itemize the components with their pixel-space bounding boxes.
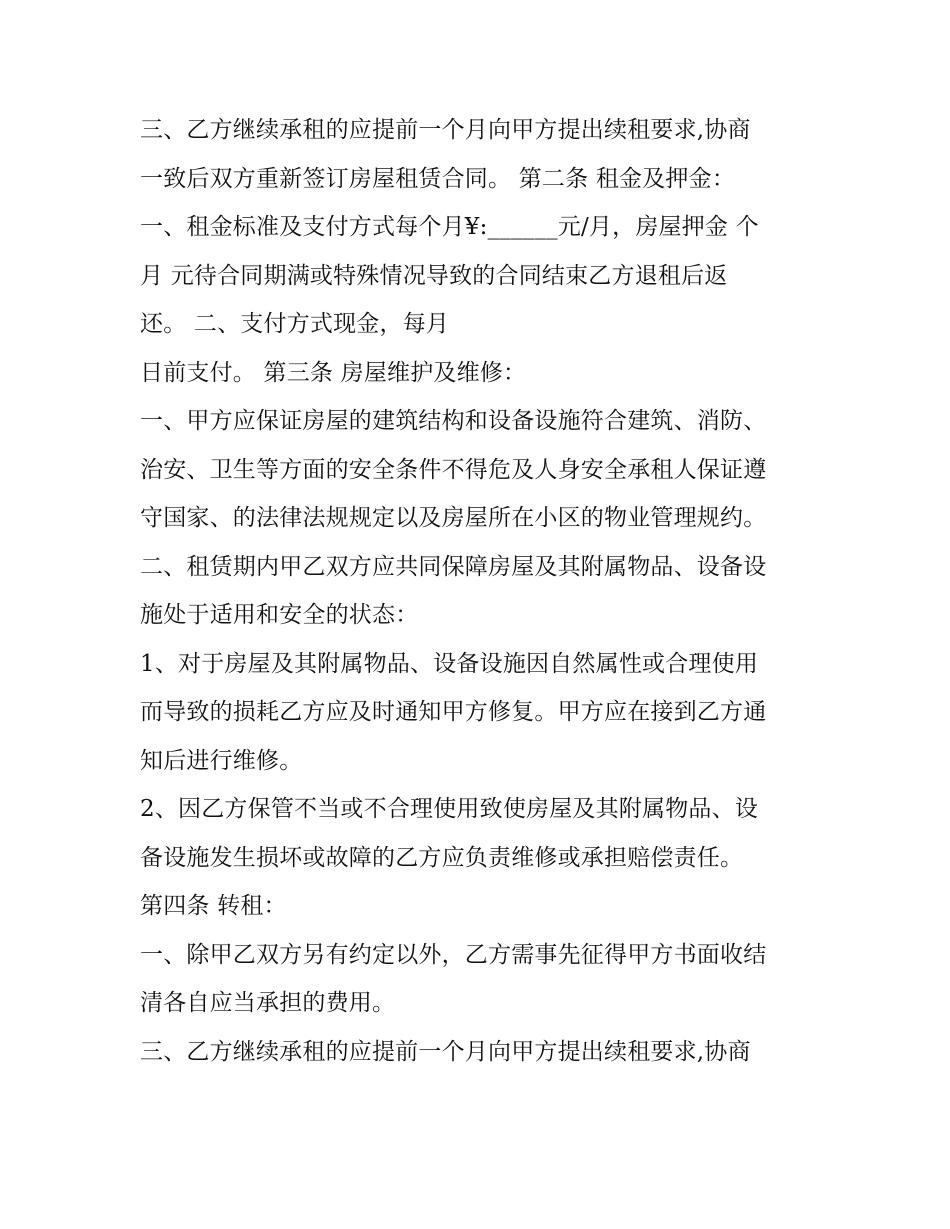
text-line: 施处于适用和安全的状态： xyxy=(140,602,419,628)
text-line: 1、对于房屋及其附属物品、设备设施因自然属性或合理使用 xyxy=(140,650,759,677)
text-line: 一、租金标准及支付方式每个月¥:______元/月，房屋押金 个 xyxy=(140,214,759,240)
text-line: 治安、卫生等方面的安全条件不得危及人身安全承租人保证遵 xyxy=(140,456,767,483)
text-line: 而导致的损耗乙方应及时通知甲方修复。甲方应在接到乙方通 xyxy=(140,699,767,725)
text-line: 备设施发生损坏或故障的乙方应负责维修或承担赔偿责任。 xyxy=(140,844,744,871)
text-line: 三、乙方继续承租的应提前一个月向甲方提出续租要求,协商 xyxy=(140,1038,751,1065)
text-line: 清各自应当承担的费用。 xyxy=(140,990,396,1016)
document-body xyxy=(140,106,830,1076)
text-line: 三、乙方继续承租的应提前一个月向甲方提出续租要求,协商 xyxy=(140,117,751,143)
text-line: 一致后双方重新签订房屋租赁合同。 第二条 租金及押金： xyxy=(140,165,736,192)
text-line: 日前支付。 第三条 房屋维护及维修： xyxy=(140,359,527,386)
text-line: 2、因乙方保管不当或不合理使用致使房屋及其附属物品、设 xyxy=(140,796,759,822)
text-line: 第四条 转租： xyxy=(140,893,287,919)
text-line: 月 元待合同期满或特殊情况导致的合同结束乙方退租后返 xyxy=(140,262,728,289)
text-line: 一、除甲乙双方另有约定以外，乙方需事先征得甲方书面收结 xyxy=(140,941,767,968)
text-line: 守国家、的法律法规规定以及房屋所在小区的物业管理规约。 xyxy=(140,505,767,531)
text-line: 还。 二、支付方式现金，每月 xyxy=(140,311,450,337)
text-line: 一、甲方应保证房屋的建筑结构和设备设施符合建筑、消防、 xyxy=(140,408,767,434)
text-line: 知后进行维修。 xyxy=(140,747,303,774)
text-line: 二、租赁期内甲乙双方应共同保障房屋及其附属物品、设备设 xyxy=(140,553,767,580)
